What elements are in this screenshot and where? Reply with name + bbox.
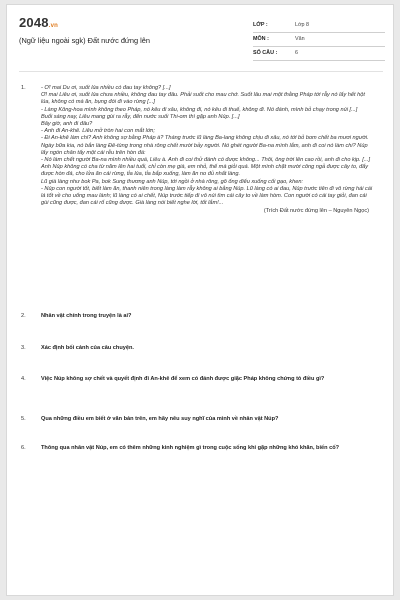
reading-passage xyxy=(41,85,375,216)
document-title: (Ngữ liệu ngoài sgk) Đất nước đứng lên xyxy=(19,36,151,45)
meta-value: Văn xyxy=(295,32,385,46)
meta-label: MÔN : xyxy=(253,32,295,46)
passage-paragraph: Bây giờ, anh đi đâu? xyxy=(41,121,93,128)
meta-row-count xyxy=(253,46,385,60)
logo-suffix: .vn xyxy=(48,23,59,29)
meta-label: LỚP : xyxy=(253,18,295,32)
document-header xyxy=(7,5,393,67)
meta-label: SỐ CÂU : xyxy=(253,46,295,60)
passage-paragraph: - Làng Kông-hoa mình không theo Pháp, nó kêu đi xâu, không đi, nó kêu đi thuế, không đi. Nó đánh, mình bỏ chạy trong núi [...] xyxy=(41,106,358,113)
site-logo[interactable] xyxy=(19,15,58,30)
passage-paragraph: - Núp con người tốt, biết làm ăn, thanh niên trong làng làm rẫy không ai bằng Núp. Lũ làng có ai đau, Núp trước tiên đi vô rừng hái cái lá tốt về cho uống mau lành; lũ làng có ai chết, Núp trước tiếp đi vô núi tìm cái cây to về làm hòm. Con người có cái tay giỏi, đan cái gùi cũng được, đan cái rổ cũng được. Già làng nói biết nghe lời, tốt lắm!... xyxy=(41,185,373,207)
document-page xyxy=(6,4,394,596)
logo-text: 2048 xyxy=(19,15,49,30)
question-text: Thông qua nhân vật Núp, em có thêm những kinh nghiệm gì trong cuộc sống khi gặp những khó khăn, biến cố? xyxy=(41,445,340,451)
meta-value: Lớp 8 xyxy=(295,18,385,32)
meta-value: 6 xyxy=(295,46,385,60)
passage-paragraph: - Anh đi An-khê. Liêu mở tròn hai con mắt lớn; xyxy=(41,128,155,135)
question-text: Nhân vật chính trong truyện là ai? xyxy=(41,313,132,319)
question-number: 6. xyxy=(21,445,26,451)
passage-paragraph: Lũ già làng như bok Pa, bok Sung thương anh Núp, tới ngồi ở nhà rông, gõ ống điếu xuống cối gạo, khen: xyxy=(41,178,303,185)
question-number: 3. xyxy=(21,345,26,351)
question-text: Việc Núp không sợ chết và quyết định đi An-khê để xem có đánh được giặc Pháp không chứng tỏ điều gì? xyxy=(41,376,325,382)
question-text: Qua những điều em biết ở văn bản trên, em hãy nêu suy nghĩ của mình về nhân vật Núp? xyxy=(41,416,279,422)
question-number: 1. xyxy=(21,85,26,91)
passage-paragraph: - Ơ! mai Du ơi, suốt lúa nhiều có đau tay không? [...] xyxy=(41,85,171,91)
question-number: 4. xyxy=(21,376,26,382)
header-divider xyxy=(19,71,383,72)
question-number: 2. xyxy=(21,313,26,319)
passage-citation: (Trích Đất nước đứng lên – Nguyên Ngọc) xyxy=(263,208,369,215)
meta-table xyxy=(253,18,385,61)
question-text: Xác định bối cảnh của câu chuyện. xyxy=(41,345,134,351)
question-number: 5. xyxy=(21,416,26,422)
passage-paragraph: - Nó làm chết người Ba-na mình nhiều quá, Liêu à. Anh đi coi thử đánh có được không... Thôi, ông trời lên cao rồi, anh đi cho kịp. [...] Anh Núp không có cha từ năm lên hai tuổi, chỉ còn mẹ già, em nhỏ, thế mà giỏi quá. Một mình chặt mười công ngả được cây to, đẩy được hòn đá, cho lửa ăn cái rừng, tỉa lúa, tỉa bắp xuống, làm ăn no đủ nhất làng. xyxy=(41,157,371,178)
passage-paragraph: Ơ! mai Liêu ơi, suốt lúa chưa nhiều, không đau tay đâu. Phải suốt cho mau chớ. Suốt lâu mai một thằng Pháp tới rẫy nó lấy hết hột lúa, không có mà ăn, bụng đói đi vào rừng [...] xyxy=(41,92,365,106)
meta-row-class xyxy=(253,18,385,32)
meta-row-subject xyxy=(253,32,385,46)
passage-paragraph: - Đi An-khê làm chi? Anh không sợ bằng Pháp à? Tháng trước lũ làng Ba-lang không chịu đi xâu, nó tới bỏ bom chết ba mươi người. Ngày bữa kia, nó bắn làng Đê-tùng trong nhà rông chết mười bảy người. Nó ghét người Ba-na mình lắm, anh đi coi nó làm chi? Núp lấy ngón chân tấy một cái rễu trên hòn đá: xyxy=(41,135,369,156)
passage-paragraph: Buổi sáng nay, Liêu mang gùi ra rẫy, đến nước suối Thi-om thì gặp anh Núp. [...] xyxy=(41,113,240,120)
